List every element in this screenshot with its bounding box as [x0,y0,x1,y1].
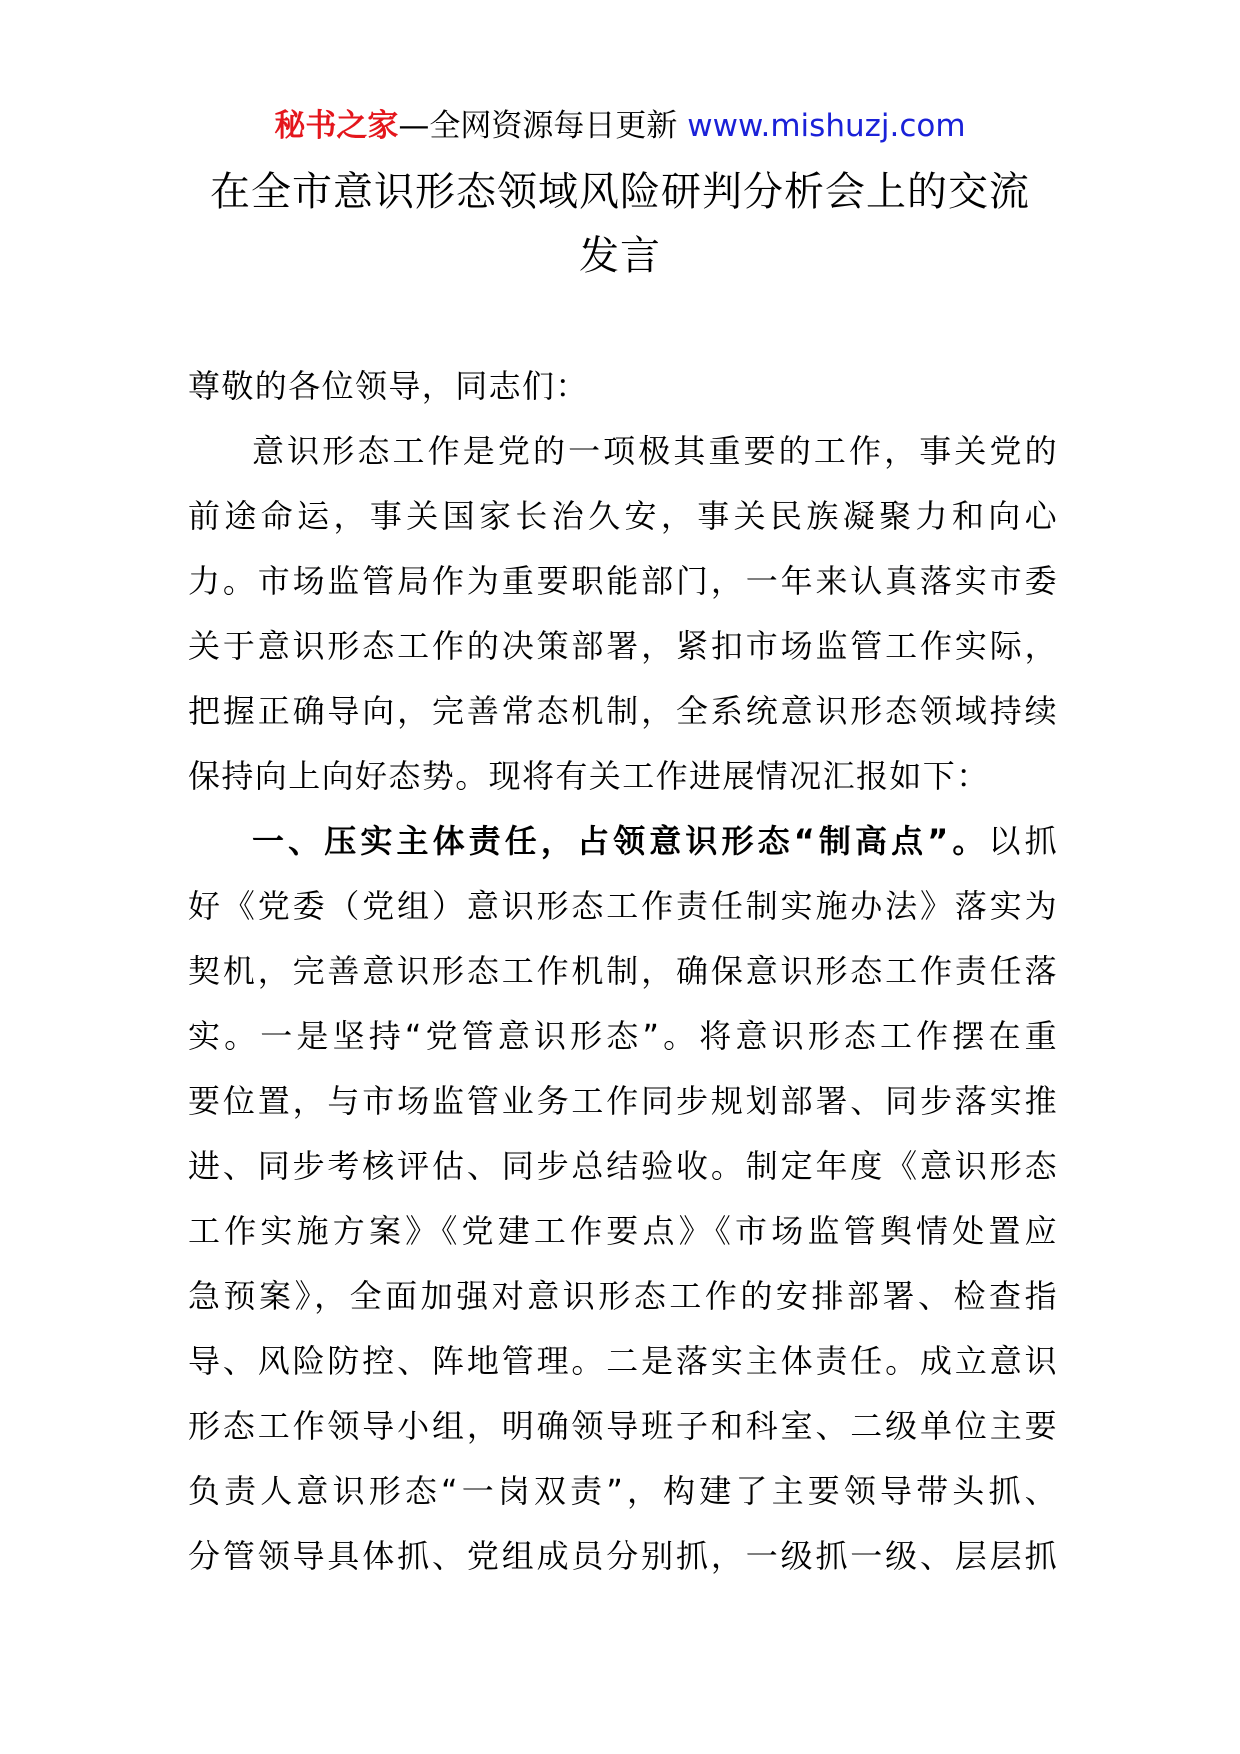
paragraph-1-line-3: 力。市场监管局作为重要职能部门，一年来认真落实市委 [188,562,1058,600]
paragraph-1-line-6: 保持向上向好态势。现将有关工作进展情况汇报如下： [188,757,990,795]
header-dash: — [398,108,430,144]
brand-name: 秘书之家 [274,108,399,144]
paragraph-1-line-4: 关于意识形态工作的决策部署，紧扣市场监管工作实际， [188,627,1058,665]
paragraph-2-line-5: 要位置，与市场监管业务工作同步规划部署、同步落实推 [188,1082,1058,1120]
paragraph-1-line-5: 把握正确导向，完善常态机制，全系统意识形态领域持续 [188,692,1058,730]
paragraph-2-line-11: 负责人意识形态“一岗双责”，构建了主要领导带头抓、 [188,1472,1058,1510]
paragraph-2-line-7: 工作实施方案》《党建工作要点》《市场监管舆情处置应 [188,1212,1058,1250]
paragraph-2-line-1-rest: 以抓 [988,822,1058,860]
title-line-2: 发言 [579,233,661,279]
salutation: 尊敬的各位领导，同志们： [188,367,589,405]
paragraph-2-line-8: 急预案》，全面加强对意识形态工作的安排部署、检查指 [188,1277,1058,1315]
paragraph-2-line-10: 形态工作领导小组，明确领导班子和科室、二级单位主要 [188,1407,1058,1445]
paragraph-2-line-3: 契机，完善意识形态工作机制，确保意识形态工作责任落 [188,952,1058,990]
paragraph-2-line-2: 好《党委（党组）意识形态工作责任制实施办法》落实为 [188,887,1058,925]
section-heading-1: 一、压实主体责任，占领意识形态“制高点”。 [252,822,989,860]
header-tagline: 全网资源每日更新 [429,108,678,144]
paragraph-2-line-4: 实。一是坚持“党管意识形态”。将意识形态工作摆在重 [188,1017,1058,1055]
paragraph-2-line-1 [188,809,1058,874]
paragraph-2-line-6: 进、同步考核评估、同步总结验收。制定年度《意识形态 [188,1147,1058,1185]
document-title [180,160,1060,288]
title-line-1: 在全市意识形态领域风险研判分析会上的交流 [210,169,1030,215]
paragraph-2-line-9: 导、风险防控、阵地管理。二是落实主体责任。成立意识 [188,1342,1058,1380]
site-header [0,96,1240,156]
paragraph-1-line-2: 前途命运，事关国家长治久安，事关民族凝聚力和向心 [188,497,1058,535]
paragraph-2-line-12: 分管领导具体抓、党组成员分别抓，一级抓一级、层层抓 [188,1537,1058,1575]
document-body [188,354,1058,1589]
site-url[interactable]: www.mishuzj.com [687,108,966,144]
paragraph-1-line-1: 意识形态工作是党的一项极其重要的工作，事关党的 [252,432,1058,470]
